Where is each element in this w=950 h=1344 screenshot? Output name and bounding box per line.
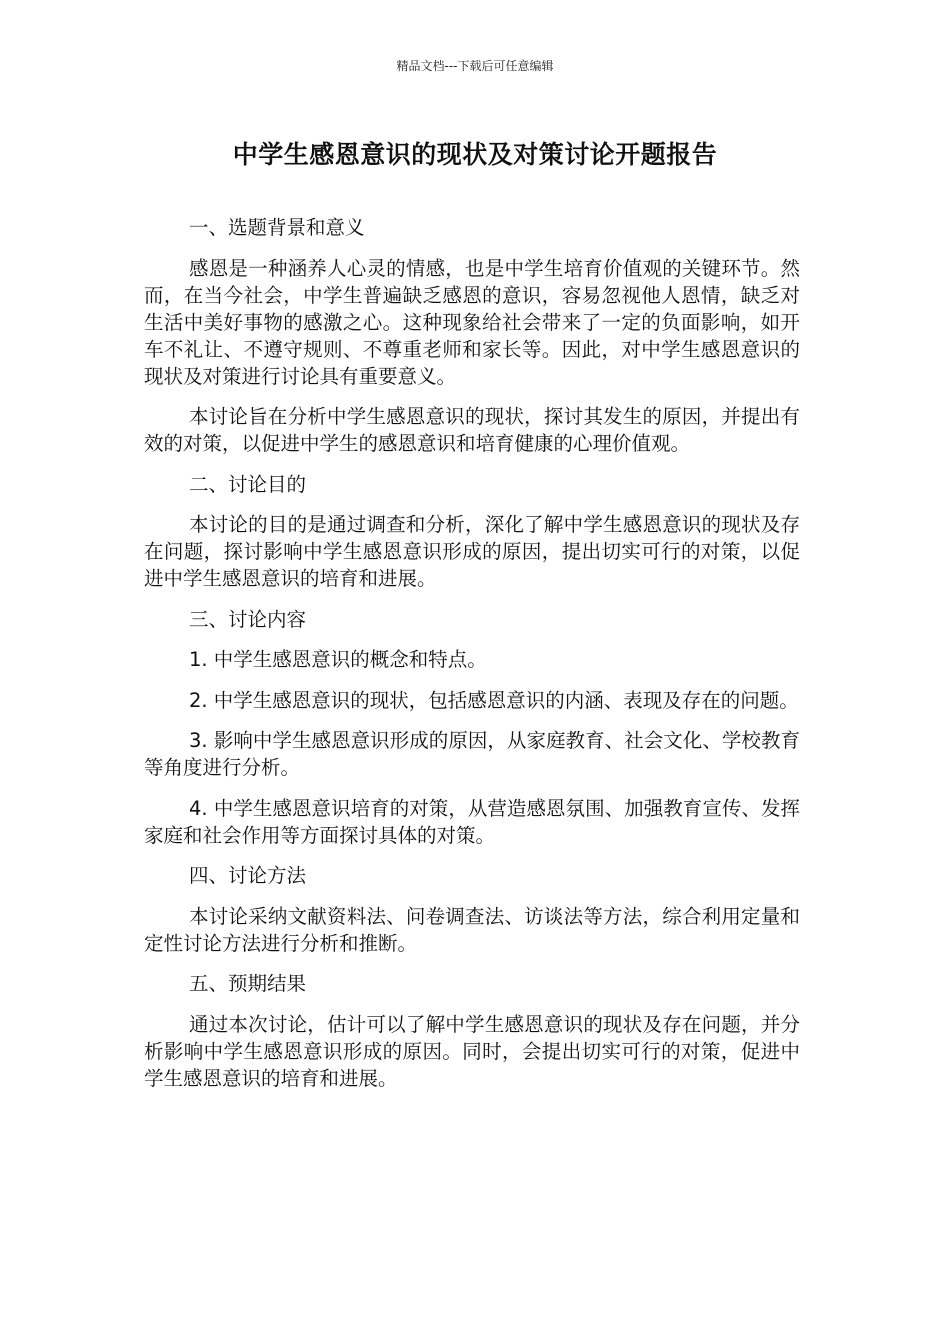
- document-body: [144, 214, 800, 1105]
- background-paragraph-2: 本讨论旨在分析中学生感恩意识的现状，探讨其发生的原因，并提出有效的对策，以促进中学生的感恩意识和培育健康的心理价值观。: [144, 405, 800, 455]
- method-paragraph: 本讨论采纳文献资料法、问卷调查法、访谈法等方法，综合利用定量和定性讨论方法进行分析和推断。: [144, 904, 800, 955]
- header-note: 精品文档---下载后可任意编辑: [396, 59, 554, 73]
- section-heading-method: 四、讨论方法: [189, 864, 307, 887]
- content-item-4: 4. 中学生感恩意识培育的对策，从营造感恩氛围、加强教育宣传、发挥家庭和社会作用等方面探讨具体的对策。: [144, 796, 800, 847]
- document-title: 中学生感恩意识的现状及对策讨论开题报告: [232, 140, 718, 169]
- results-paragraph: 通过本次讨论，估计可以了解中学生感恩意识的现状及存在问题，并分析影响中学生感恩意识形成的原因。同时，会提出切实可行的对策，促进中学生感恩意识的培育和进展。: [144, 1012, 800, 1090]
- section-heading-background: 一、选题背景和意义: [189, 216, 365, 239]
- section-heading-results: 五、预期结果: [189, 972, 307, 995]
- section-heading-purpose: 二、讨论目的: [189, 472, 307, 496]
- content-item-1: 1. 中学生感恩意识的概念和特点。: [189, 648, 487, 671]
- content-item-3: 3. 影响中学生感恩意识形成的原因，从家庭教育、社会文化、学校教育等角度进行分析。: [144, 729, 800, 779]
- section-heading-content: 三、讨论内容: [189, 607, 307, 631]
- content-item-2: 2. 中学生感恩意识的现状，包括感恩意识的内涵、表现及存在的问题。: [189, 688, 799, 712]
- purpose-paragraph: 本讨论的目的是通过调查和分析，深化了解中学生感恩意识的现状及存在问题，探讨影响中学生感恩意识形成的原因，提出切实可行的对策，以促进中学生感恩意识的培育和进展。: [144, 513, 800, 590]
- background-paragraph-1: 感恩是一种涵养人心灵的情感，也是中学生培育价值观的关键环节。然而，在当今社会，中学生普遍缺乏感恩的意识，容易忽视他人恩情，缺乏对生活中美好事物的感激之心。这种现象给社会带来了一定的负面影响，如开车不礼让、不遵守规则、不尊重老师和家长等。因此，对中学生感恩意识的现状及对策进行讨论具有重要意义。: [144, 256, 800, 388]
